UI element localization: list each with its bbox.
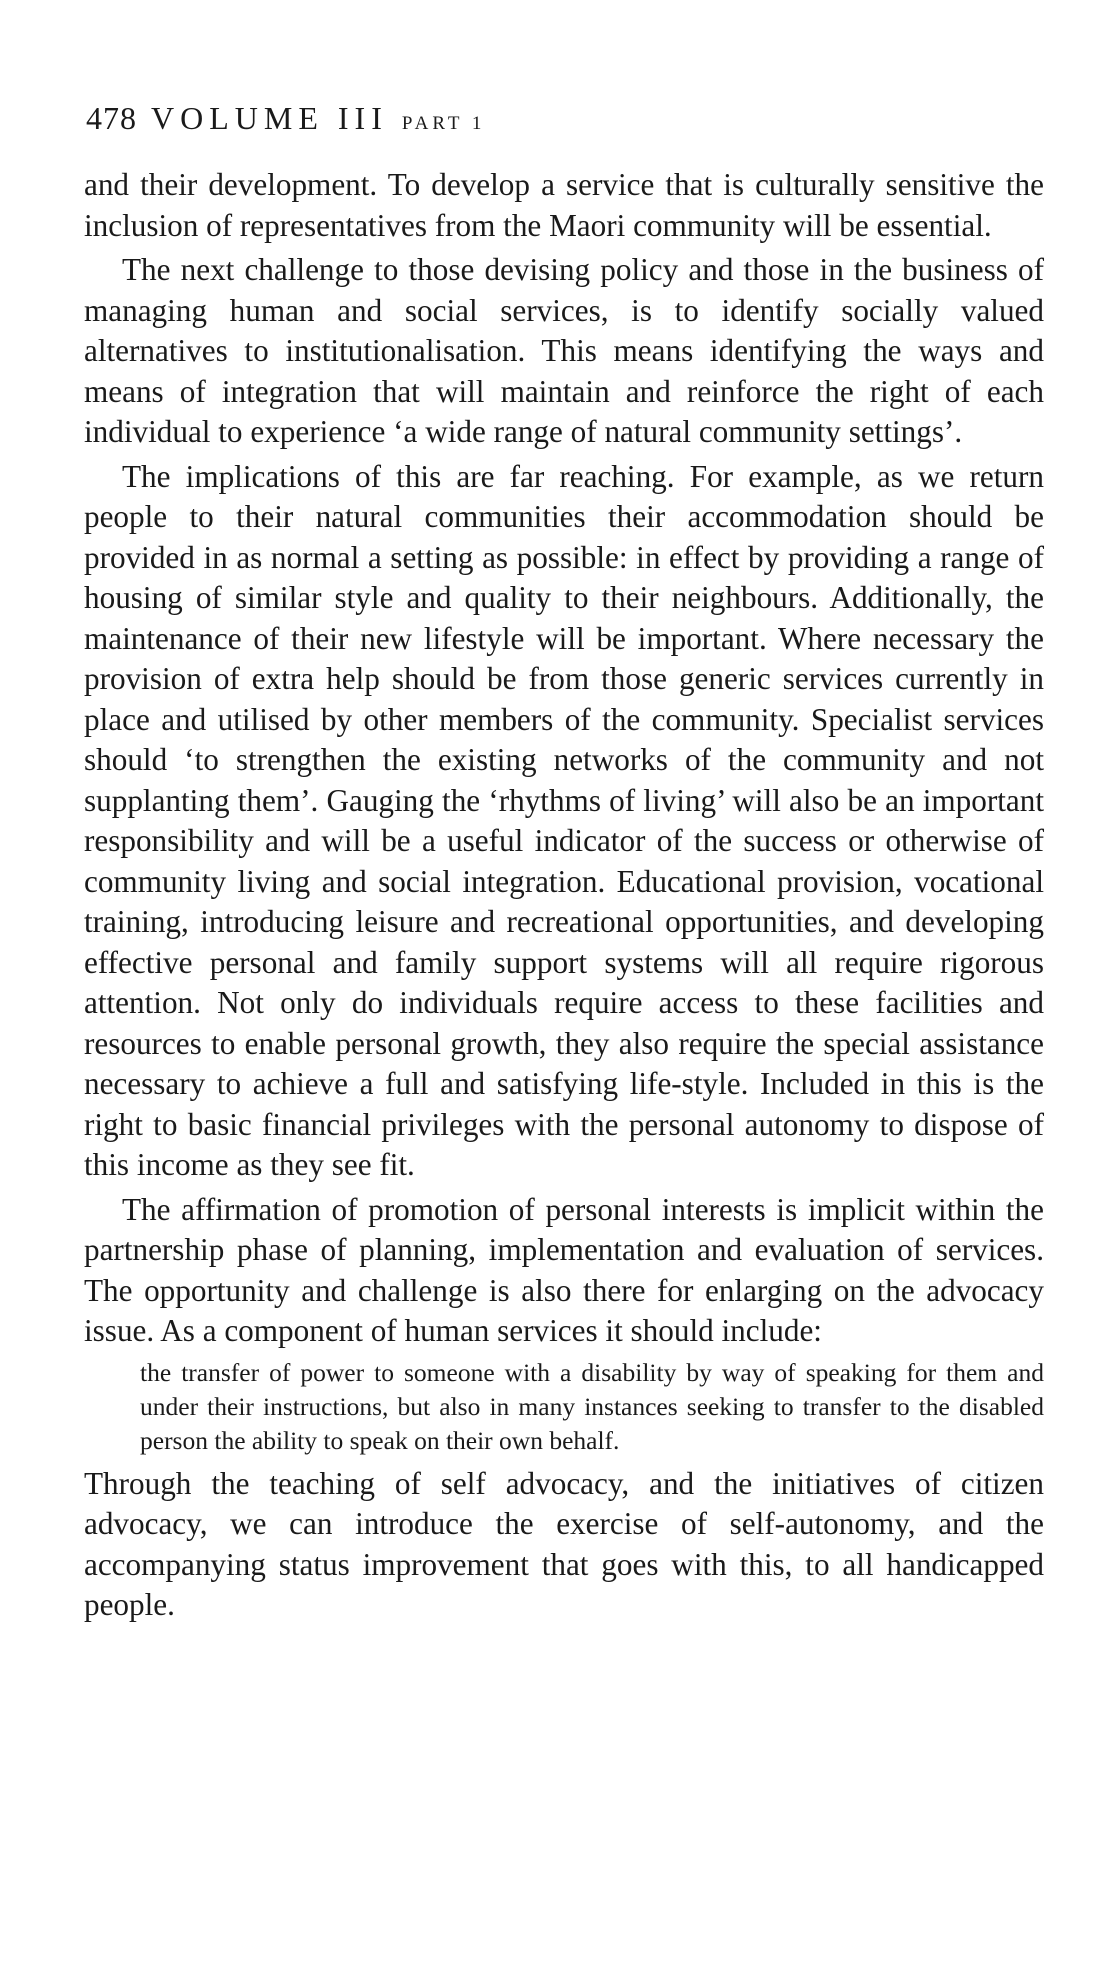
body-text (84, 165, 1044, 1630)
block-quote: the transfer of power to someone with a disability by way of speaking for them and under their instructions, but also in many instances seeking to transfer to the disabled person the ability to speak on their own behalf. (140, 1357, 1044, 1455)
running-head (86, 100, 485, 137)
paragraph-implications: The implications of this are far reaching. For example, as we return people to their natural communities their accommodation should be provided in as normal a setting as possible: in effect by providing a range of housing of similar style and quality to their neighbours. Additionally, the maintenance of their new lifestyle will be important. Where necessary the provision of extra help should be from those generic services currently in place and utilised by other members of the community. Specialist services should ‘to strengthen the existing networks of the community and not supplanting them’. Gauging the ‘rhythms of living’ will also be an important responsibility and will be a useful indicator of the success or otherwise of community living and social integration. Educational provision, vocational training, introducing leisure and recreational opportunities, and developing effective personal and family support systems will all require rigorous attention. Not only do individuals require access to these facilities and resources to enable personal growth, they also require the special assistance necessary to achieve a full and satisfying life-style. Included in this is the right to basic financial privileges with the personal autonomy to dispose of this income as they see fit. (84, 458, 1044, 1182)
page-number: 478 (86, 100, 137, 136)
part-label: PART 1 (401, 113, 486, 134)
paragraph-continued: and their development. To develop a service that is culturally sensitive the inclusion of representatives from the Maori community will be essential. (84, 167, 1044, 243)
paragraph-next-challenge: The next challenge to those devising policy and those in the business of managing human and social services, is to identify socially valued alternatives to institutionalisation. This means identifying the ways and means of integration that will maintain and reinforce the right of each individual to experience ‘a wide range of natural community settings’. (84, 252, 1044, 449)
paragraph-closing: Through the teaching of self advocacy, and the initiatives of citizen advocacy, we can introduce the exercise of self-autonomy, and the accompanying status improvement that goes with this, to all handicapped people. (84, 1465, 1044, 1622)
volume-label: VOLUME III (151, 100, 388, 136)
paragraph-affirmation: The affirmation of promotion of personal interests is implicit within the partnership phase of planning, implementation and evaluation of services. The opportunity and challenge is also there for enlarging on the advocacy issue. As a component of human services it should include: (84, 1191, 1044, 1348)
